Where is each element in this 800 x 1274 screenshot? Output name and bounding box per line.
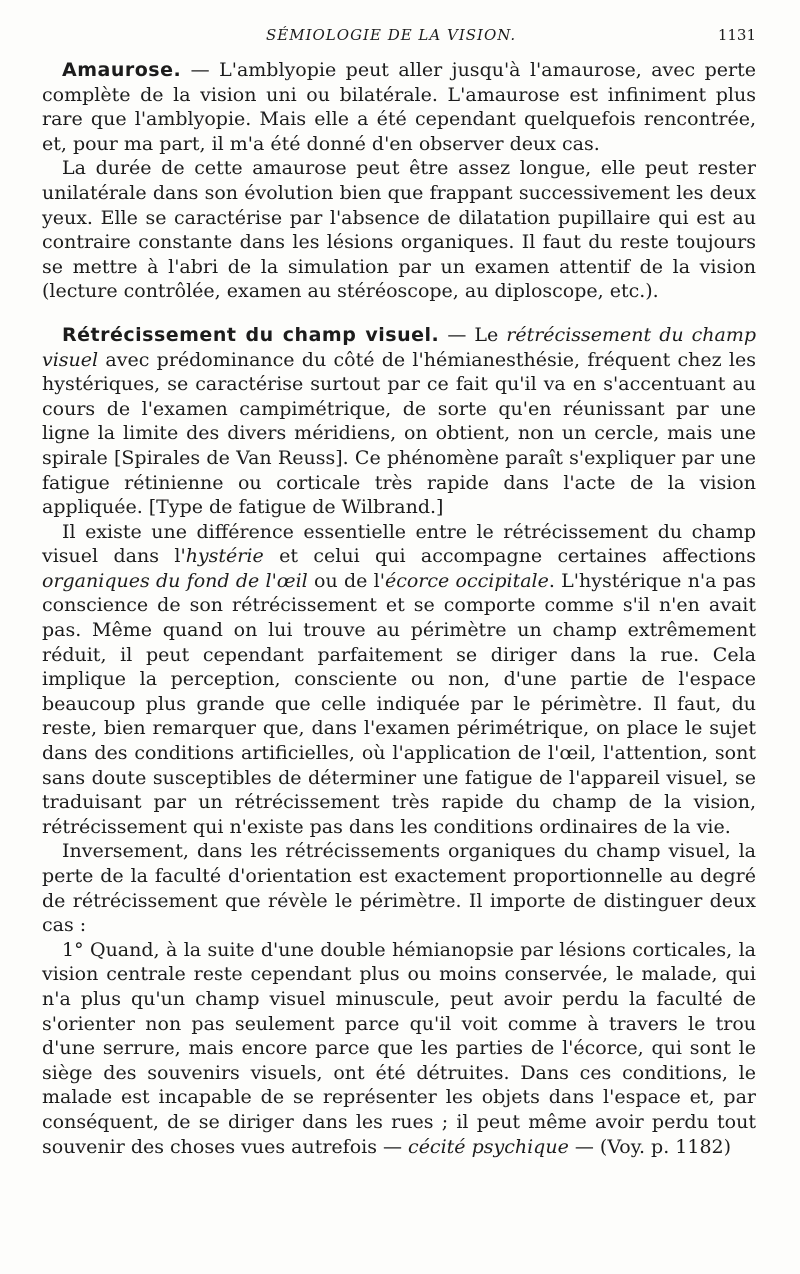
paragraph-retrecissement-2 bbox=[42, 520, 756, 840]
running-title: SÉMIOLOGIE DE LA VISION. bbox=[266, 26, 517, 44]
italic-cecite: cécité psychique bbox=[408, 1135, 569, 1158]
running-header bbox=[42, 26, 756, 44]
text-segment: — (Voy. p. 1182) bbox=[568, 1135, 732, 1158]
italic-ecorce: écorce occipitale bbox=[384, 569, 549, 592]
paragraph-retrecissement-1 bbox=[42, 323, 756, 520]
heading-retrecissement: Rétrécissement du champ visuel. bbox=[62, 323, 440, 346]
body-text bbox=[42, 58, 756, 1159]
retrecissement-term: rétrécissement du champ visuel bbox=[42, 323, 757, 371]
paragraph-retrecissement-4 bbox=[42, 938, 756, 1159]
retrecissement-dash: — Le bbox=[447, 323, 499, 346]
heading-amaurose: Amaurose. bbox=[62, 59, 182, 81]
text-segment: ou de l' bbox=[307, 569, 385, 592]
text-segment: . L'hystérique n'a pas conscience de son rétrécissement et se comporte comme s'il n'en avait pas. Même quand on lui trouve au périmètre un champ extrêmement réduit, il peut cependant parfaitement se diriger dans la rue. Cela implique la perception, consciente ou non, d'une partie de l'espace beaucoup plus grande que celle indiquée par le périmètre. Il faut, du reste, bien remarquer que, dans l'examen périmétrique, on place le sujet dans des conditions artificielles, où l'application de l'œil, l'attention, sont sans doute susceptibles de déterminer une fatigue de l'appareil visuel, se traduisant par un rétrécissement très rapide du champ de la vision, rétrécissement qui n'existe pas dans les conditions ordinaires de la vie. bbox=[42, 569, 756, 838]
text-segment: 1° Quand, à la suite d'une double hémianopsie par lésions corticales, la vision centrale reste cependant plus ou moins conservée, le malade, qui n'a plus qu'un champ visuel minuscule, peut avoir perdu la faculté de s'orienter non pas seulement parce qu'il voit comme à travers le trou d'une serrure, mais encore parce que les parties de l'écorce, qui sont le siège des souvenirs visuels, ont été détruites. Dans ces conditions, le malade est incapable de se représenter les objets dans l'espace et, par conséquent, de se diriger dans les rues ; il peut même avoir perdu tout souvenir des choses vues autrefois — bbox=[42, 938, 756, 1158]
italic-hysterie: hystérie bbox=[185, 545, 264, 568]
paragraph-amaurose-1 bbox=[42, 58, 756, 156]
retrecissement-text-1: avec prédominance du côté de l'hémianesthésie, fréquent chez les hystériques, se caractérise surtout par ce fait qu'il va en s'accentuant au cours de l'examen campimétrique, de sorte qu'en réunissant par une ligne la limite des divers méridiens, on obtient, non un cercle, mais une spirale [Spirales de Van Reuss]. Ce phénomène paraît s'expliquer par une fatigue rétinienne ou corticale très rapide dans l'acte de la vision appliquée. [Type de fatigue de Wilbrand.] bbox=[42, 348, 757, 519]
amaurose-text-1: — L'amblyopie peut aller jusqu'à l'amaurose, avec perte complète de la vision uni ou bilatérale. L'amaurose est infiniment plus rare que l'amblyopie. Mais elle a été cependant quelquefois rencontrée, et, pour ma part, il m'a été donné d'en observer deux cas. bbox=[42, 59, 756, 155]
paragraph-retrecissement-3: Inversement, dans les rétrécissements organiques du champ visuel, la perte de la faculté d'orientation est exactement proportionnelle au degré de rétrécissement que révèle le périmètre. Il importe de distinguer deux cas : bbox=[42, 840, 756, 937]
page-number: 1131 bbox=[717, 26, 756, 44]
italic-organiques: organiques du fond de l'œil bbox=[42, 569, 308, 592]
paragraph-amaurose-2: La durée de cette amaurose peut être assez longue, elle peut rester unilatérale dans son évolution bien que frappant successivement les deux yeux. Elle se caractérise par l'absence de dilatation pupillaire qui est au contraire constante dans les lésions organiques. Il faut du reste toujours se mettre à l'abri de la simulation par un examen attentif de la vision (lecture contrôlée, examen au stéréoscope, au diploscope, etc.). bbox=[42, 157, 756, 303]
text-segment: Il existe une différence essentielle entre le rétrécissement du champ visuel dans l' bbox=[42, 520, 756, 568]
text-segment: et celui qui accompagne certaines affections bbox=[263, 545, 756, 568]
